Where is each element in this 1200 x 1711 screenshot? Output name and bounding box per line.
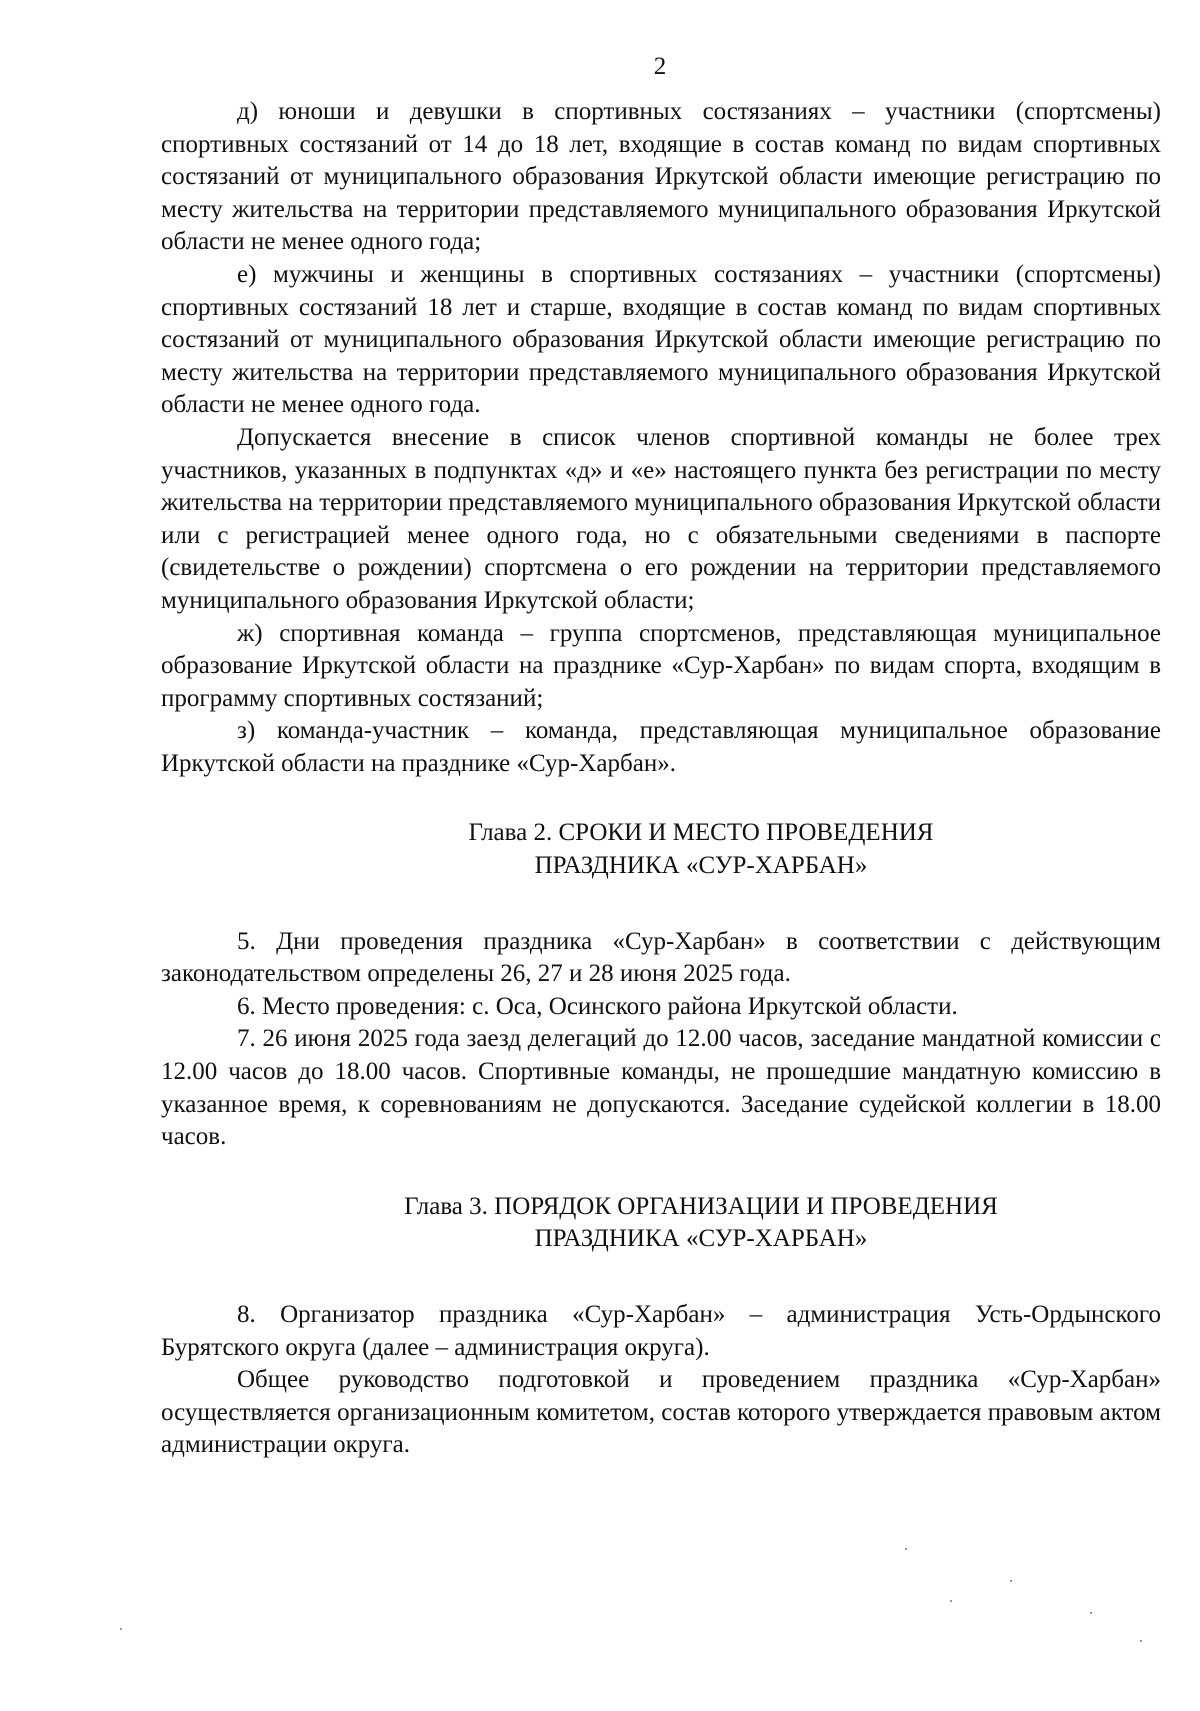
scan-speck [1010, 1580, 1012, 1582]
chapter-2-heading-line-2: ПРАЗДНИКА «СУР-ХАРБАН» [534, 852, 868, 880]
document-body [161, 96, 1161, 1462]
scan-speck [1140, 1640, 1142, 1642]
page-number: 2 [653, 53, 667, 80]
chapter-2-heading-line-1: Глава 2. СРОКИ И МЕСТО ПРОВЕДЕНИЯ [468, 819, 934, 847]
scan-speck [905, 1548, 907, 1550]
chapter-3-heading-line-1: Глава 3. ПОРЯДОК ОРГАНИЗАЦИИ И ПРОВЕДЕНИЯ [404, 1192, 998, 1220]
paragraph-5: 5. Дни проведения праздника «Сур-Харбан» в соответствии с действующим законодательством определены 26, 27 и 28 июня 2025 года. [161, 927, 1161, 988]
scan-speck [120, 1628, 122, 1630]
paragraph-d: д) юноши и девушки в спортивных состязаниях – участники (спортсмены) спортивных состязаний от 14 до 18 лет, входящие в состав команд по видам спортивных состязаний от муниципального образования Иркутской области имеющие регистрацию по месту жительства на территории представляемого муниципального образования Иркутской области не менее одного года; [161, 98, 1161, 256]
chapter-3-heading [161, 1191, 1161, 1256]
paragraph-e: е) мужчины и женщины в спортивных состязаниях – участники (спортсмены) спортивных состязаний 18 лет и старше, входящие в состав команд по видам спортивных состязаний от муниципального образования Иркутской области имеющие регистрацию по месту жительства на территории представляемого муниципального образования Иркутской области не менее одного года. [161, 260, 1161, 419]
scan-speck [950, 1600, 952, 1602]
chapter-2-heading [161, 817, 1161, 882]
paragraph-7: 7. 26 июня 2025 года заезд делегаций до 12.00 часов, заседание мандатной комиссии с 12.00 часов до 18.00 часов. Спортивные команды, не прошедшие мандатную комиссию в указанное время, к соревнованиям не допускаются. Заседание судейской коллегии в 18.00 часов. [161, 1025, 1161, 1151]
paragraph-8: 8. Организатор праздника «Сур-Харбан» – администрация Усть-Ордынского Бурятского округа (далее – администрация округа). [161, 1301, 1161, 1361]
scan-speck [1090, 1612, 1092, 1614]
paragraph-zh: ж) спортивная команда – группа спортсменов, представляющая муниципальное образование Иркутской области на празднике «Сур-Харбан» по видам спорта, входящим в программу спортивных состязаний; [161, 619, 1161, 712]
chapter-3-heading-line-2: ПРАЗДНИКА «СУР-ХАРБАН» [534, 1225, 868, 1253]
paragraph-6: 6. Место проведения: с. Оса, Осинского района Иркутской области. [237, 992, 958, 1020]
paragraph-z: з) команда-участник – команда, представляющая муниципальное образование Иркутской области на празднике «Сур-Харбан». [161, 717, 1161, 777]
paragraph-registration-note: Допускается внесение в список членов спортивной команды не более трех участников, указанных в подпунктах «д» и «е» настоящего пункта без регистрации по месту жительства на территории представляемого муниципального образования Иркутской области или с регистрацией менее одного года, но с обязательными сведениями в паспорте (свидетельстве о рождении) спортсмена о его рождении на территории представляемого муниципального образования Иркутской области; [161, 423, 1161, 614]
paragraph-general-management: Общее руководство подготовкой и проведением праздника «Сур-Харбан» осуществляется организационным комитетом, состав которого утверждается правовым актом администрации округа. [161, 1366, 1161, 1459]
